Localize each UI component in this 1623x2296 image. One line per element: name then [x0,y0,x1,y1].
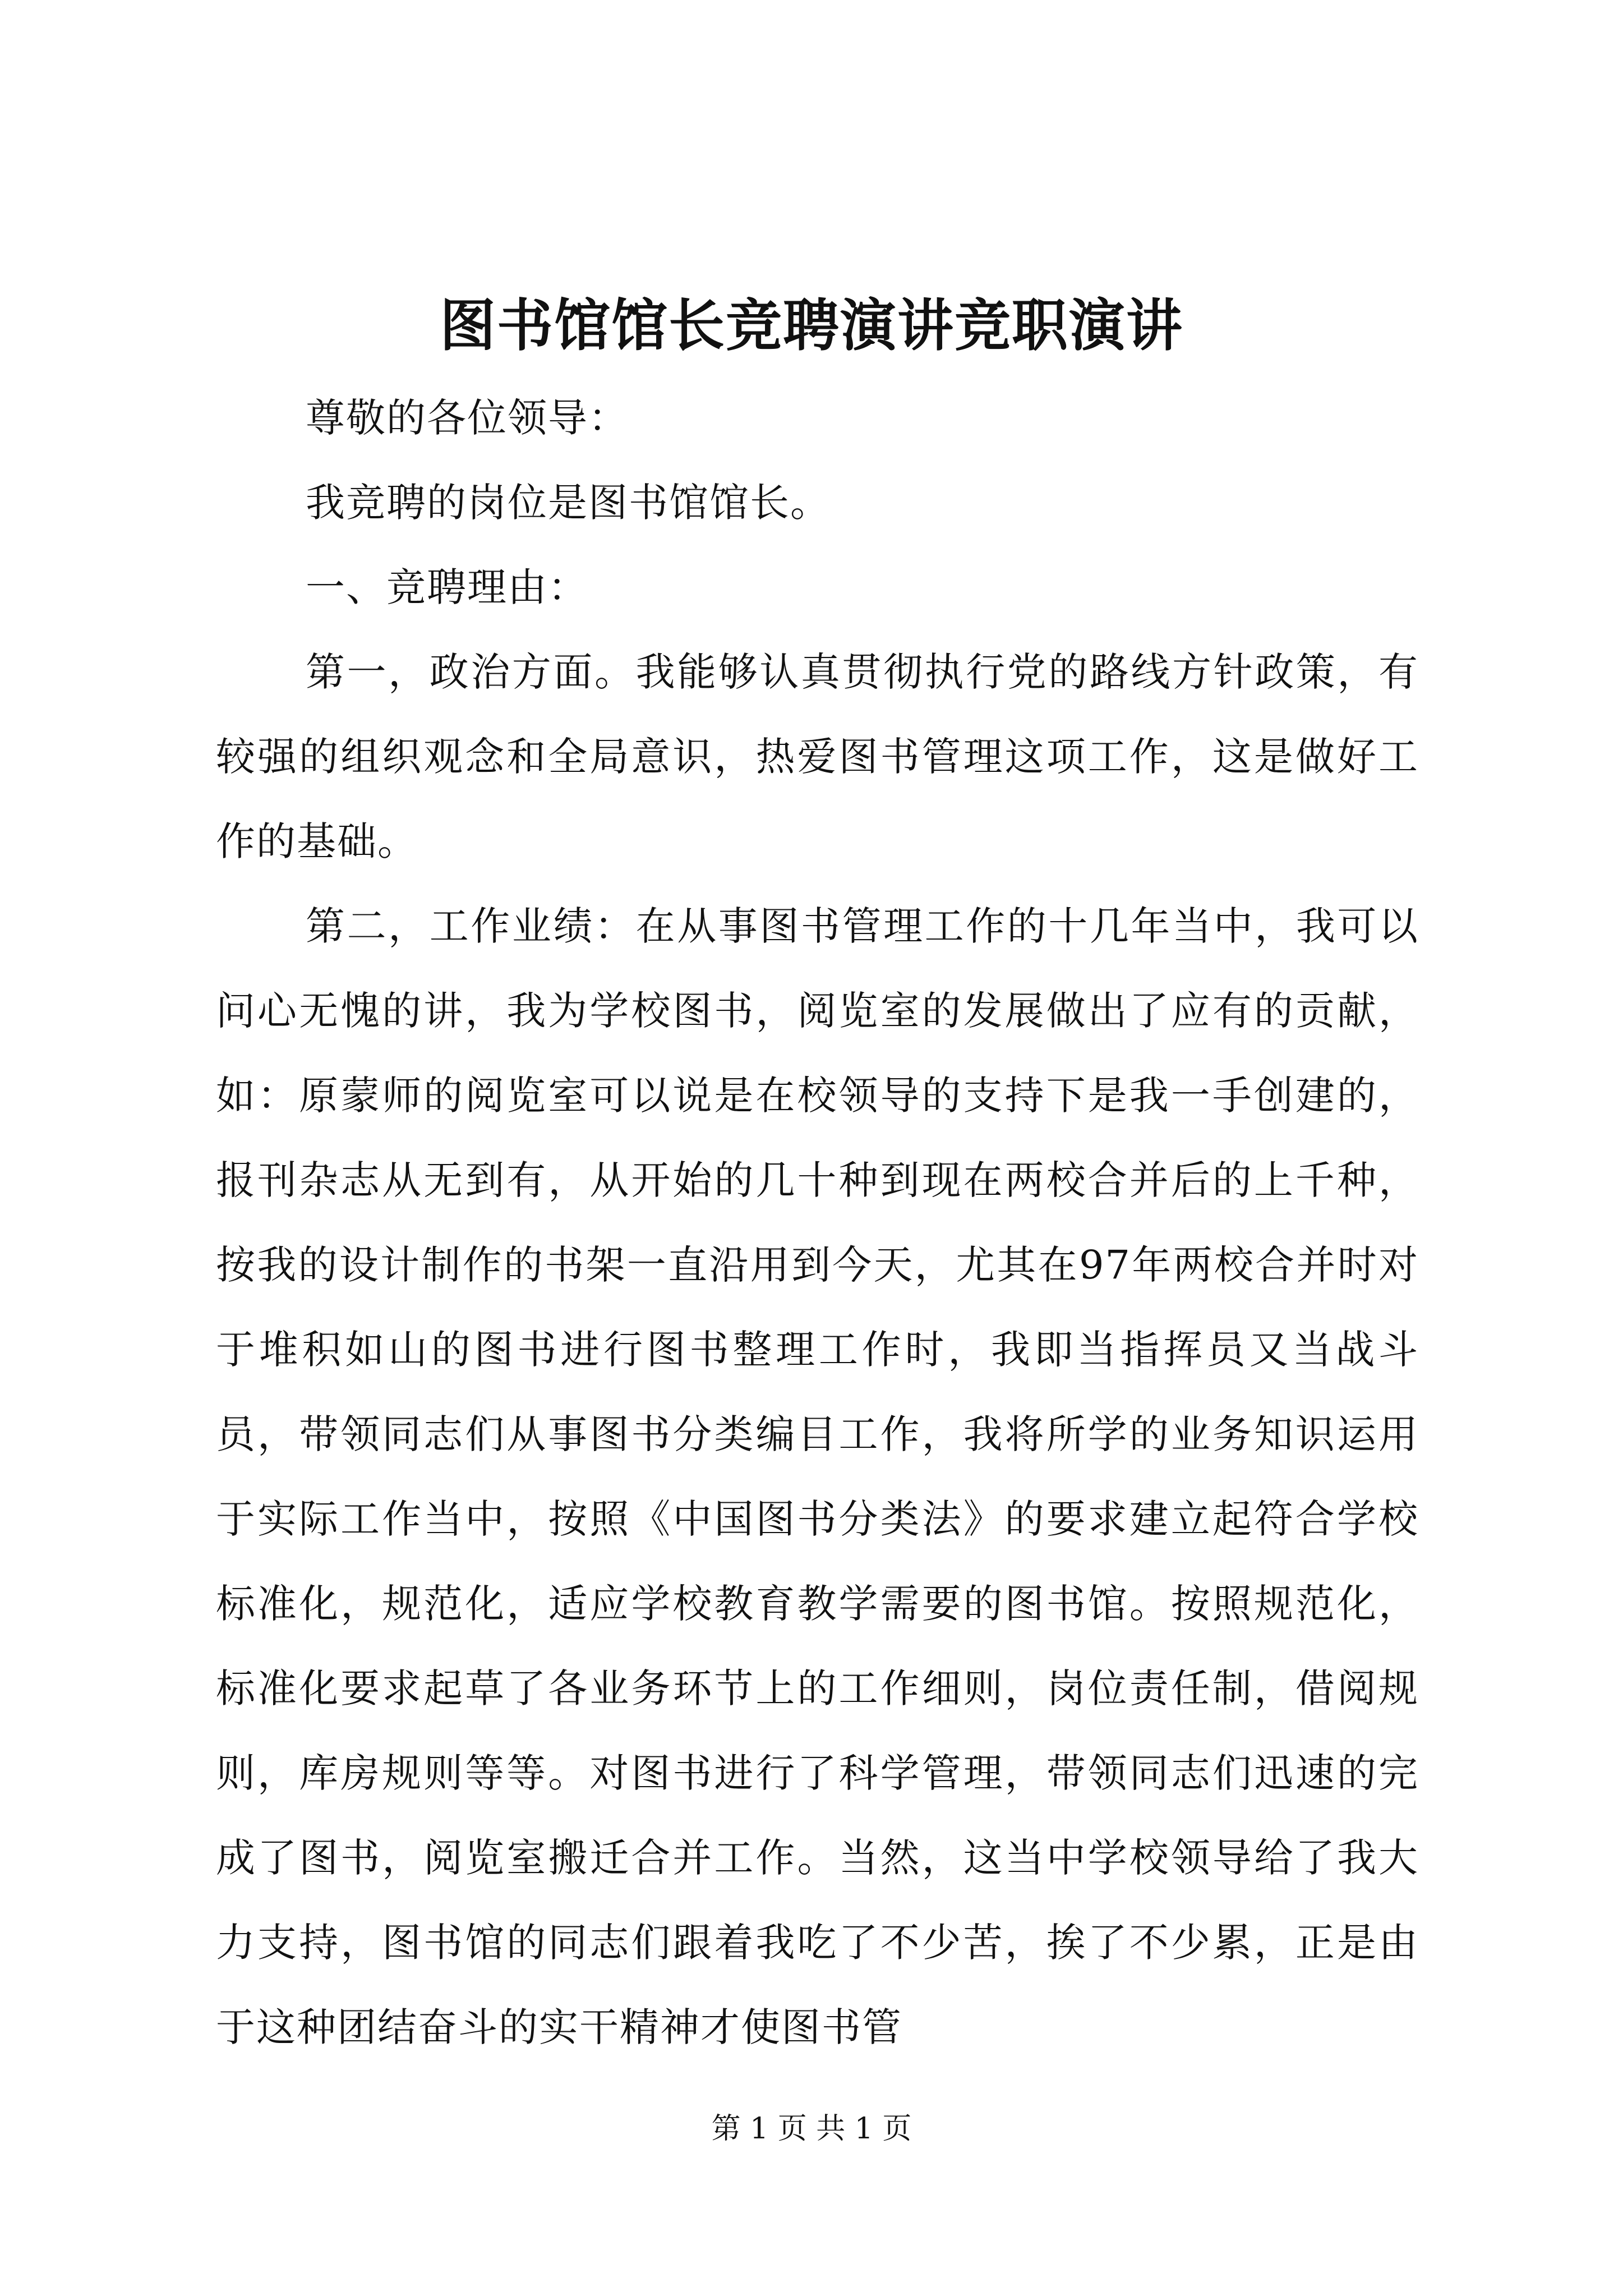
paragraph-politics: 第一，政治方面。我能够认真贯彻执行党的路线方针政策，有较强的组织观念和全局意识，热爱图书管理这项工作，这是做好工作的基础。 [216,649,1419,864]
paragraph-achievements: 第二，工作业绩：在从事图书管理工作的十几年当中，我可以问心无愧的讲，我为学校图书，阅览室的发展做出了应有的贡献，如：原蒙师的阅览室可以说是在校领导的支持下是我一手创建的，报刊杂志从无到有，从开始的几十种到现在两校合并后的上千种，按我的设计制作的书架一直沿用到今天，尤其在97年两校合并时对于堆积如山的图书进行图书整理工作时，我即当指挥员又当战斗员，带领同志们从事图书分类编目工作，我将所学的业务知识运用于实际工作当中，按照《中国图书分类法》的要求建立起符合学校标准化，规范化，适应学校教育教学需要的图书馆。按照规范化，标准化要求起草了各业务环节上的工作细则，岗位责任制，借阅规则，库房规则等等。对图书进行了科学管理，带领同志们迅速的完成了图书，阅览室搬迁合并工作。当然，这当中学校领导给了我大力支持，图书馆的同志们跟着我吃了不少苦，挨了不少累，正是由于这种团结奋斗的实干精神才使图书管 [216,903,1419,2050]
salutation: 尊敬的各位领导： [306,395,629,441]
document-title: 图书馆馆长竞聘演讲竞职演讲 [440,292,1183,358]
section-heading: 一、竞聘理由： [306,564,588,610]
page-footer: 第 1 页 共 1 页 [711,2112,912,2146]
document-body [216,376,1419,2070]
paragraph-position: 我竞聘的岗位是图书馆馆长。 [306,480,831,526]
